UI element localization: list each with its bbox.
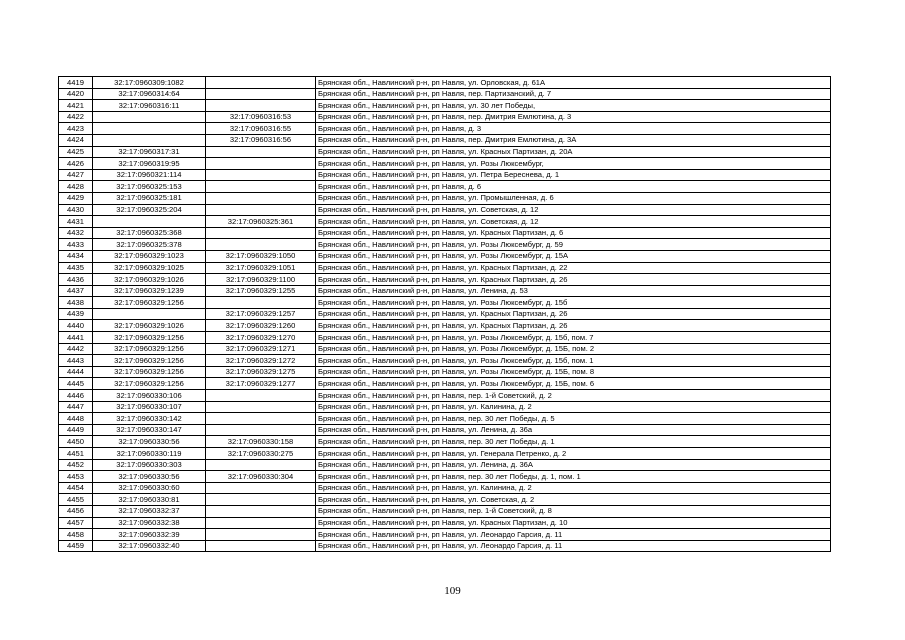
land-cadastral-number-cell — [93, 216, 206, 228]
address-cell: Брянская обл., Навлинский р-н, рп Навля, ул. Советская, д. 12 — [316, 204, 831, 216]
building-cadastral-number-cell: 32:17:0960330:275 — [206, 448, 316, 460]
building-cadastral-number-cell — [206, 146, 316, 158]
table-row — [59, 146, 831, 158]
table-row — [59, 227, 831, 239]
row-number-cell: 4442 — [59, 343, 93, 355]
building-cadastral-number-cell — [206, 494, 316, 506]
land-cadastral-number-cell: 32:17:0960329:1256 — [93, 297, 206, 309]
table-row — [59, 482, 831, 494]
table-row — [59, 123, 831, 135]
address-cell: Брянская обл., Навлинский р-н, рп Навля, ул. Советская, д. 12 — [316, 216, 831, 228]
land-cadastral-number-cell: 32:17:0960330:303 — [93, 459, 206, 471]
land-cadastral-number-cell: 32:17:0960329:1256 — [93, 355, 206, 367]
table-row — [59, 285, 831, 297]
row-number-cell: 4449 — [59, 424, 93, 436]
table-row — [59, 192, 831, 204]
land-cadastral-number-cell: 32:17:0960330:56 — [93, 436, 206, 448]
address-cell: Брянская обл., Навлинский р-н, рп Навля, ул. Красных Партизан, д. 10 — [316, 517, 831, 529]
address-cell: Брянская обл., Навлинский р-н, рп Навля, ул. Промышленная, д. 6 — [316, 192, 831, 204]
building-cadastral-number-cell: 32:17:0960329:1255 — [206, 285, 316, 297]
land-cadastral-number-cell: 32:17:0960329:1026 — [93, 320, 206, 332]
building-cadastral-number-cell — [206, 401, 316, 413]
row-number-cell: 4456 — [59, 505, 93, 517]
building-cadastral-number-cell — [206, 297, 316, 309]
row-number-cell: 4441 — [59, 332, 93, 344]
building-cadastral-number-cell: 32:17:0960329:1257 — [206, 308, 316, 320]
address-cell: Брянская обл., Навлинский р-н, рп Навля, ул. Генерала Петренко, д. 2 — [316, 448, 831, 460]
row-number-cell: 4440 — [59, 320, 93, 332]
land-cadastral-number-cell: 32:17:0960330:147 — [93, 424, 206, 436]
land-cadastral-number-cell: 32:17:0960329:1256 — [93, 378, 206, 390]
row-number-cell: 4428 — [59, 181, 93, 193]
address-cell: Брянская обл., Навлинский р-н, рп Навля, пер. 30 лет Победы, д. 1 — [316, 436, 831, 448]
address-cell: Брянская обл., Навлинский р-н, рп Навля, д. 6 — [316, 181, 831, 193]
land-cadastral-number-cell: 32:17:0960325:204 — [93, 204, 206, 216]
address-cell: Брянская обл., Навлинский р-н, рп Навля, ул. Орловская, д. 61А — [316, 77, 831, 89]
land-cadastral-number-cell: 32:17:0960329:1239 — [93, 285, 206, 297]
address-cell: Брянская обл., Навлинский р-н, рп Навля, ул. Ленина, д. 53 — [316, 285, 831, 297]
row-number-cell: 4444 — [59, 366, 93, 378]
row-number-cell: 4423 — [59, 123, 93, 135]
table-row — [59, 366, 831, 378]
address-cell: Брянская обл., Навлинский р-н, рп Навля, пер. Дмитрия Емлютина, д. 3 — [316, 111, 831, 123]
land-cadastral-number-cell: 32:17:0960316:11 — [93, 100, 206, 112]
building-cadastral-number-cell: 32:17:0960329:1260 — [206, 320, 316, 332]
building-cadastral-number-cell — [206, 529, 316, 541]
registry-table-body — [59, 77, 831, 552]
row-number-cell: 4448 — [59, 413, 93, 425]
address-cell: Брянская обл., Навлинский р-н, рп Навля, ул. Советская, д. 2 — [316, 494, 831, 506]
row-number-cell: 4420 — [59, 88, 93, 100]
table-row — [59, 390, 831, 402]
table-row — [59, 216, 831, 228]
table-row — [59, 401, 831, 413]
table-row — [59, 424, 831, 436]
building-cadastral-number-cell: 32:17:0960329:1277 — [206, 378, 316, 390]
address-cell: Брянская обл., Навлинский р-н, рп Навля, ул. Розы Люксембург, д. 15б, пом. 7 — [316, 332, 831, 344]
address-cell: Брянская обл., Навлинский р-н, рп Навля, ул. Красных Партизан, д. 20А — [316, 146, 831, 158]
land-cadastral-number-cell: 32:17:0960330:142 — [93, 413, 206, 425]
table-row — [59, 274, 831, 286]
building-cadastral-number-cell — [206, 77, 316, 89]
table-row — [59, 111, 831, 123]
building-cadastral-number-cell: 32:17:0960329:1270 — [206, 332, 316, 344]
land-cadastral-number-cell: 32:17:0960332:37 — [93, 505, 206, 517]
building-cadastral-number-cell — [206, 158, 316, 170]
building-cadastral-number-cell: 32:17:0960325:361 — [206, 216, 316, 228]
address-cell: Брянская обл., Навлинский р-н, рп Навля, ул. Ленина, д. 36а — [316, 424, 831, 436]
row-number-cell: 4453 — [59, 471, 93, 483]
building-cadastral-number-cell — [206, 505, 316, 517]
table-row — [59, 459, 831, 471]
land-cadastral-number-cell: 32:17:0960330:106 — [93, 390, 206, 402]
row-number-cell: 4434 — [59, 250, 93, 262]
building-cadastral-number-cell — [206, 413, 316, 425]
land-cadastral-number-cell: 32:17:0960329:1023 — [93, 250, 206, 262]
land-cadastral-number-cell: 32:17:0960329:1256 — [93, 343, 206, 355]
row-number-cell: 4422 — [59, 111, 93, 123]
row-number-cell: 4459 — [59, 540, 93, 552]
building-cadastral-number-cell: 32:17:0960316:53 — [206, 111, 316, 123]
building-cadastral-number-cell: 32:17:0960330:304 — [206, 471, 316, 483]
row-number-cell: 4451 — [59, 448, 93, 460]
building-cadastral-number-cell — [206, 100, 316, 112]
building-cadastral-number-cell: 32:17:0960329:1272 — [206, 355, 316, 367]
table-row — [59, 517, 831, 529]
address-cell: Брянская обл., Навлинский р-н, рп Навля, ул. Красных Партизан, д. 26 — [316, 274, 831, 286]
address-cell: Брянская обл., Навлинский р-н, рп Навля, ул. Розы Люксембург, д. 59 — [316, 239, 831, 251]
building-cadastral-number-cell — [206, 424, 316, 436]
land-cadastral-number-cell: 32:17:0960330:107 — [93, 401, 206, 413]
row-number-cell: 4425 — [59, 146, 93, 158]
land-cadastral-number-cell — [93, 134, 206, 146]
table-row — [59, 529, 831, 541]
building-cadastral-number-cell: 32:17:0960329:1050 — [206, 250, 316, 262]
land-cadastral-number-cell: 32:17:0960314:64 — [93, 88, 206, 100]
address-cell: Брянская обл., Навлинский р-н, рп Навля, ул. Розы Люксембург, — [316, 158, 831, 170]
building-cadastral-number-cell — [206, 517, 316, 529]
building-cadastral-number-cell: 32:17:0960329:1100 — [206, 274, 316, 286]
row-number-cell: 4458 — [59, 529, 93, 541]
row-number-cell: 4439 — [59, 308, 93, 320]
table-row — [59, 448, 831, 460]
row-number-cell: 4419 — [59, 77, 93, 89]
address-cell: Брянская обл., Навлинский р-н, рп Навля, пер. 30 лет Победы, д. 1, пом. 1 — [316, 471, 831, 483]
table-row — [59, 250, 831, 262]
address-cell: Брянская обл., Навлинский р-н, рп Навля, ул. Розы Люксембург, д. 15Б, пом. 8 — [316, 366, 831, 378]
building-cadastral-number-cell — [206, 390, 316, 402]
land-cadastral-number-cell: 32:17:0960329:1026 — [93, 274, 206, 286]
land-cadastral-number-cell — [93, 123, 206, 135]
land-cadastral-number-cell: 32:17:0960330:56 — [93, 471, 206, 483]
address-cell: Брянская обл., Навлинский р-н, рп Навля, ул. Розы Люксембург, д. 15А — [316, 250, 831, 262]
address-cell: Брянская обл., Навлинский р-н, рп Навля, ул. Леонардо Гарсия, д. 11 — [316, 529, 831, 541]
land-cadastral-number-cell: 32:17:0960330:81 — [93, 494, 206, 506]
building-cadastral-number-cell: 32:17:0960329:1271 — [206, 343, 316, 355]
row-number-cell: 4454 — [59, 482, 93, 494]
land-cadastral-number-cell: 32:17:0960325:368 — [93, 227, 206, 239]
address-cell: Брянская обл., Навлинский р-н, рп Навля, пер. Партизанский, д. 7 — [316, 88, 831, 100]
address-cell: Брянская обл., Навлинский р-н, рп Навля, ул. Калинина, д. 2 — [316, 482, 831, 494]
row-number-cell: 4445 — [59, 378, 93, 390]
row-number-cell: 4431 — [59, 216, 93, 228]
table-row — [59, 308, 831, 320]
table-row — [59, 505, 831, 517]
address-cell: Брянская обл., Навлинский р-н, рп Навля, пер. 1-й Советский, д. 2 — [316, 390, 831, 402]
row-number-cell: 4446 — [59, 390, 93, 402]
table-row — [59, 355, 831, 367]
row-number-cell: 4443 — [59, 355, 93, 367]
table-row — [59, 77, 831, 89]
building-cadastral-number-cell — [206, 204, 316, 216]
row-number-cell: 4452 — [59, 459, 93, 471]
table-row — [59, 343, 831, 355]
table-row — [59, 169, 831, 181]
table-row — [59, 100, 831, 112]
building-cadastral-number-cell — [206, 540, 316, 552]
building-cadastral-number-cell: 32:17:0960316:55 — [206, 123, 316, 135]
land-cadastral-number-cell: 32:17:0960317:31 — [93, 146, 206, 158]
building-cadastral-number-cell — [206, 192, 316, 204]
building-cadastral-number-cell: 32:17:0960316:56 — [206, 134, 316, 146]
building-cadastral-number-cell: 32:17:0960329:1051 — [206, 262, 316, 274]
building-cadastral-number-cell — [206, 239, 316, 251]
land-cadastral-number-cell: 32:17:0960332:38 — [93, 517, 206, 529]
row-number-cell: 4435 — [59, 262, 93, 274]
land-cadastral-number-cell: 32:17:0960325:378 — [93, 239, 206, 251]
row-number-cell: 4457 — [59, 517, 93, 529]
building-cadastral-number-cell — [206, 169, 316, 181]
table-row — [59, 181, 831, 193]
land-cadastral-number-cell: 32:17:0960321:114 — [93, 169, 206, 181]
address-cell: Брянская обл., Навлинский р-н, рп Навля, ул. Красных Партизан, д. 26 — [316, 320, 831, 332]
address-cell: Брянская обл., Навлинский р-н, рп Навля, ул. Красных Партизан, д. 26 — [316, 308, 831, 320]
address-cell: Брянская обл., Навлинский р-н, рп Навля, д. 3 — [316, 123, 831, 135]
table-row — [59, 378, 831, 390]
row-number-cell: 4450 — [59, 436, 93, 448]
page-number: 109 — [444, 585, 461, 597]
row-number-cell: 4426 — [59, 158, 93, 170]
table-row — [59, 436, 831, 448]
table-row — [59, 134, 831, 146]
table-row — [59, 158, 831, 170]
address-cell: Брянская обл., Навлинский р-н, рп Навля, ул. Розы Люксембург, д. 15Б, пом. 6 — [316, 378, 831, 390]
land-cadastral-number-cell: 32:17:0960325:181 — [93, 192, 206, 204]
table-row — [59, 413, 831, 425]
building-cadastral-number-cell: 32:17:0960330:158 — [206, 436, 316, 448]
row-number-cell: 4432 — [59, 227, 93, 239]
land-cadastral-number-cell: 32:17:0960330:60 — [93, 482, 206, 494]
row-number-cell: 4436 — [59, 274, 93, 286]
table-row — [59, 320, 831, 332]
address-cell: Брянская обл., Навлинский р-н, рп Навля, ул. Красных Партизан, д. 6 — [316, 227, 831, 239]
address-cell: Брянская обл., Навлинский р-н, рп Навля, ул. Петра Береснева, д. 1 — [316, 169, 831, 181]
address-cell: Брянская обл., Навлинский р-н, рп Навля, ул. Калинина, д. 2 — [316, 401, 831, 413]
land-cadastral-number-cell: 32:17:0960329:1256 — [93, 366, 206, 378]
address-cell: Брянская обл., Навлинский р-н, рп Навля, ул. Розы Люксембург, д. 15Б, пом. 2 — [316, 343, 831, 355]
property-registry-table — [58, 76, 831, 552]
building-cadastral-number-cell — [206, 459, 316, 471]
land-cadastral-number-cell: 32:17:0960309:1082 — [93, 77, 206, 89]
row-number-cell: 4437 — [59, 285, 93, 297]
table-row — [59, 297, 831, 309]
land-cadastral-number-cell: 32:17:0960330:119 — [93, 448, 206, 460]
address-cell: Брянская обл., Навлинский р-н, рп Навля, ул. 30 лет Победы, — [316, 100, 831, 112]
row-number-cell: 4429 — [59, 192, 93, 204]
row-number-cell: 4430 — [59, 204, 93, 216]
address-cell: Брянская обл., Навлинский р-н, рп Навля, пер. 30 лет Победы, д. 5 — [316, 413, 831, 425]
row-number-cell: 4455 — [59, 494, 93, 506]
land-cadastral-number-cell: 32:17:0960332:40 — [93, 540, 206, 552]
address-cell: Брянская обл., Навлинский р-н, рп Навля, пер. Дмитрия Емлютина, д. 3А — [316, 134, 831, 146]
address-cell: Брянская обл., Навлинский р-н, рп Навля, пер. 1-й Советский, д. 8 — [316, 505, 831, 517]
address-cell: Брянская обл., Навлинский р-н, рп Навля, ул. Леонардо Гарсия, д. 11 — [316, 540, 831, 552]
row-number-cell: 4447 — [59, 401, 93, 413]
land-cadastral-number-cell: 32:17:0960329:1025 — [93, 262, 206, 274]
address-cell: Брянская обл., Навлинский р-н, рп Навля, ул. Ленина, д. 36А — [316, 459, 831, 471]
table-row — [59, 204, 831, 216]
row-number-cell: 4433 — [59, 239, 93, 251]
land-cadastral-number-cell: 32:17:0960319:95 — [93, 158, 206, 170]
row-number-cell: 4427 — [59, 169, 93, 181]
row-number-cell: 4424 — [59, 134, 93, 146]
address-cell: Брянская обл., Навлинский р-н, рп Навля, ул. Розы Люксембург, д. 15б, пом. 1 — [316, 355, 831, 367]
building-cadastral-number-cell — [206, 227, 316, 239]
building-cadastral-number-cell — [206, 181, 316, 193]
building-cadastral-number-cell: 32:17:0960329:1275 — [206, 366, 316, 378]
land-cadastral-number-cell — [93, 111, 206, 123]
row-number-cell: 4438 — [59, 297, 93, 309]
building-cadastral-number-cell — [206, 88, 316, 100]
table-row — [59, 88, 831, 100]
address-cell: Брянская обл., Навлинский р-н, рп Навля, ул. Красных Партизан, д. 22 — [316, 262, 831, 274]
land-cadastral-number-cell — [93, 308, 206, 320]
table-row — [59, 471, 831, 483]
building-cadastral-number-cell — [206, 482, 316, 494]
land-cadastral-number-cell: 32:17:0960325:153 — [93, 181, 206, 193]
table-row — [59, 540, 831, 552]
address-cell: Брянская обл., Навлинский р-н, рп Навля, ул. Розы Люксембург, д. 15б — [316, 297, 831, 309]
table-row — [59, 332, 831, 344]
land-cadastral-number-cell: 32:17:0960329:1256 — [93, 332, 206, 344]
land-cadastral-number-cell: 32:17:0960332:39 — [93, 529, 206, 541]
table-row — [59, 494, 831, 506]
row-number-cell: 4421 — [59, 100, 93, 112]
table-row — [59, 239, 831, 251]
table-row — [59, 262, 831, 274]
